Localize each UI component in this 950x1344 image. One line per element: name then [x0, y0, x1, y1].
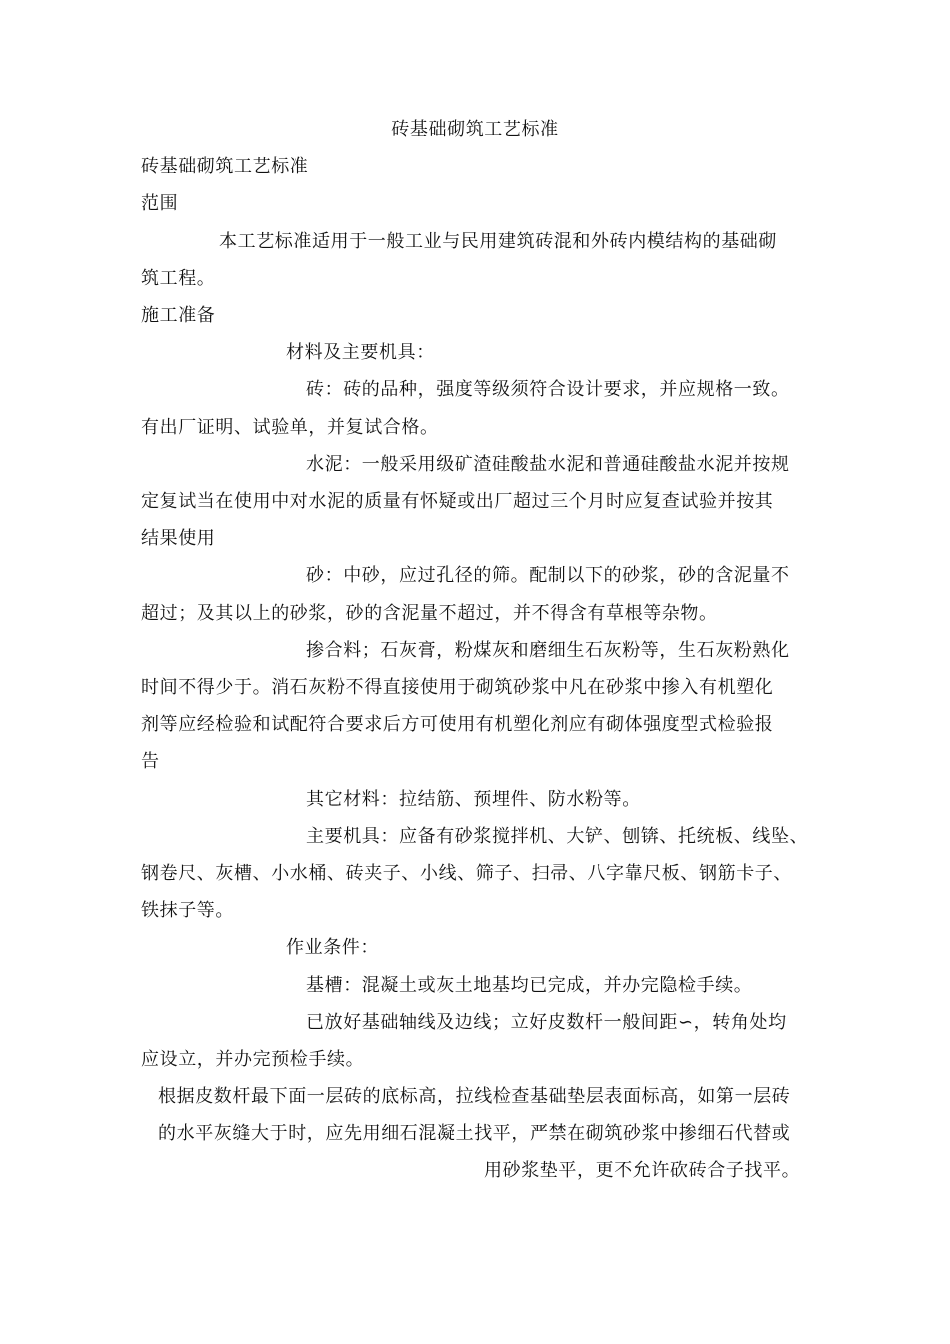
text-line: 砂：中砂，应过孔径的筛。配制以下的砂浆，砂的含泥量不	[306, 565, 790, 586]
text-line: 钢卷尺、灰槽、小水桶、砖夹子、小线、筛子、扫帚、八字靠尺板、钢筋卡子、	[141, 863, 792, 884]
text-line: 铁抹子等。	[141, 900, 234, 921]
text-line: 水泥：一般采用级矿渣硅酸盐水泥和普通硅酸盐水泥并按规	[306, 454, 790, 475]
text-line: 已放好基础轴线及边线；立好皮数杆一般间距∽，转角处均	[306, 1012, 787, 1033]
text-line: 的水平灰缝大于时，应先用细石混凝土找平，严禁在砌筑砂浆中掺细石代替或	[158, 1123, 791, 1144]
text-line: 筑工程。	[141, 268, 216, 289]
text-line: 定复试当在使用中对水泥的质量有怀疑或出厂超过三个月时应复查试验并按其	[141, 491, 774, 512]
text-line: 应设立，并办完预检手续。	[141, 1049, 365, 1070]
text-line: 结果使用	[141, 528, 216, 549]
text-line: 掺合料；石灰膏，粉煤灰和磨细生石灰粉等，生石灰粉熟化	[306, 640, 790, 661]
text-line: 剂等应经检验和试配符合要求后方可使用有机塑化剂应有砌体强度型式检验报	[141, 714, 774, 735]
subsection-heading: 作业条件：	[286, 937, 379, 958]
section-heading: 施工准备	[141, 305, 216, 326]
text-line: 时间不得少于。消石灰粉不得直接使用于砌筑砂浆中凡在砂浆中掺入有机塑化	[141, 677, 774, 698]
text-line: 本工艺标准适用于一般工业与民用建筑砖混和外砖内模结构的基础砌	[219, 231, 777, 252]
text-line: 告	[141, 751, 160, 772]
document-title: 砖基础砌筑工艺标准	[391, 119, 559, 140]
body-heading: 砖基础砌筑工艺标准	[141, 156, 309, 177]
text-line: 砖：砖的品种，强度等级须符合设计要求，并应规格一致。	[306, 379, 790, 400]
text-line: 主要机具：应备有砂浆搅拌机、大铲、刨锛、托统板、线坠、	[306, 826, 809, 847]
text-line: 有出厂证明、试验单，并复试合格。	[141, 417, 439, 438]
text-line: 超过；及其以上的砂浆，砂的含泥量不超过，并不得含有草根等杂物。	[141, 603, 718, 624]
text-line: 基槽：混凝土或灰土地基均已完成，并办完隐检手续。	[306, 975, 753, 996]
text-line: 根据皮数杆最下面一层砖的底标高，拉线检查基础垫层表面标高，如第一层砖	[158, 1086, 791, 1107]
subsection-heading: 材料及主要机具：	[286, 342, 435, 363]
text-line: 其它材料：拉结筋、预埋件、防水粉等。	[306, 789, 641, 810]
section-heading: 范围	[141, 193, 179, 214]
text-line: 用砂浆垫平，更不允许砍砖合子找平。	[484, 1160, 801, 1181]
